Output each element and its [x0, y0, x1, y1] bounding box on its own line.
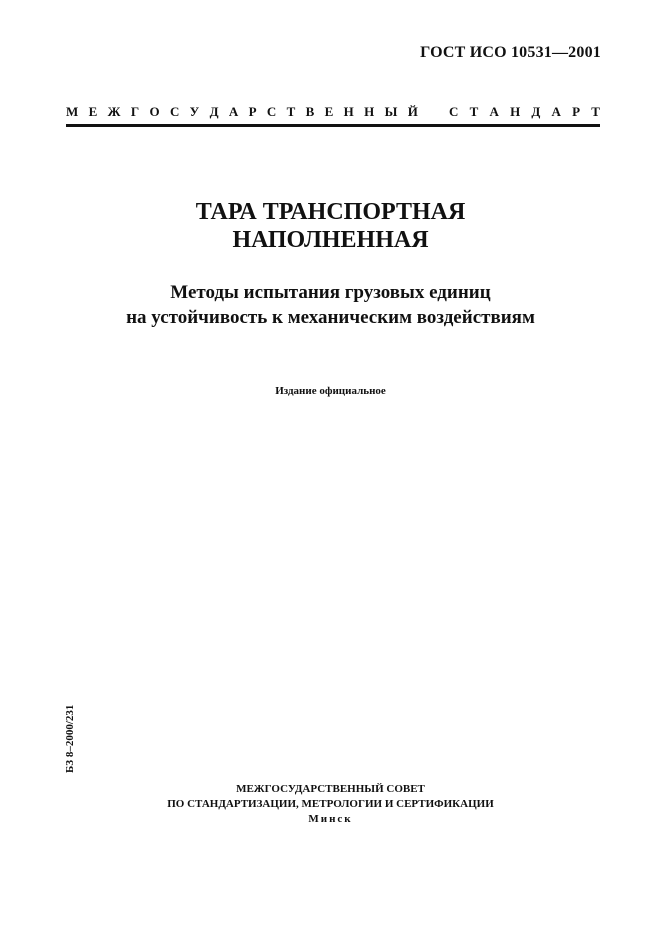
standard-banner — [66, 104, 600, 120]
banner-rule — [66, 124, 600, 127]
document-code: ГОСТ ИСО 10531—2001 — [420, 44, 601, 61]
subtitle-line: Методы испытания грузовых единиц — [170, 282, 491, 303]
title-line: ТАРА ТРАНСПОРТНАЯ — [195, 199, 466, 225]
banner-letter: Т — [591, 104, 600, 119]
banner-letter: Н — [364, 104, 375, 119]
subtitle-line: на устойчивость к механическим воздействиям — [126, 307, 535, 328]
banner-letter: Н — [510, 104, 521, 119]
banner-letter: Д — [531, 104, 541, 119]
publisher-block — [0, 782, 661, 827]
banner-letter: С — [449, 104, 459, 119]
banner-letter: Й — [407, 104, 418, 119]
document-subtitle — [0, 280, 661, 330]
banner-letter: Р — [572, 104, 581, 119]
banner-letter: Т — [469, 104, 479, 119]
banner-letter: Ы — [384, 104, 398, 119]
publisher-city: Минск — [308, 813, 353, 825]
banner-letter: В — [305, 104, 315, 119]
banner-letter: Р — [248, 104, 257, 119]
banner-word-standard — [449, 104, 600, 120]
publisher-line: ПО СТАНДАРТИЗАЦИИ, МЕТРОЛОГИИ И СЕРТИФИКАЦИИ — [167, 798, 494, 810]
banner-letter: Е — [88, 104, 98, 119]
title-line: НАПОЛНЕННАЯ — [232, 227, 429, 253]
document-title — [0, 198, 661, 254]
banner-letter: Е — [324, 104, 334, 119]
publisher-line: МЕЖГОСУДАРСТВЕННЫЙ СОВЕТ — [236, 783, 425, 795]
banner-letter: Н — [343, 104, 354, 119]
side-registration-code: БЗ 8–2000/231 — [64, 704, 76, 773]
banner-letter: А — [489, 104, 499, 119]
banner-letter: С — [169, 104, 180, 119]
banner-letter: У — [189, 104, 200, 119]
banner-letter: Т — [286, 104, 296, 119]
banner-letter: О — [149, 104, 160, 119]
banner-letter: А — [228, 104, 239, 119]
banner-letter: Д — [209, 104, 219, 119]
banner-letter: С — [266, 104, 277, 119]
edition-note: Издание официальное — [275, 385, 386, 397]
banner-word-interstate — [66, 104, 418, 120]
banner-letter: Г — [130, 104, 140, 119]
banner-letter: А — [551, 104, 561, 119]
banner-letter: Ж — [107, 104, 121, 119]
banner-letter: М — [66, 104, 79, 119]
